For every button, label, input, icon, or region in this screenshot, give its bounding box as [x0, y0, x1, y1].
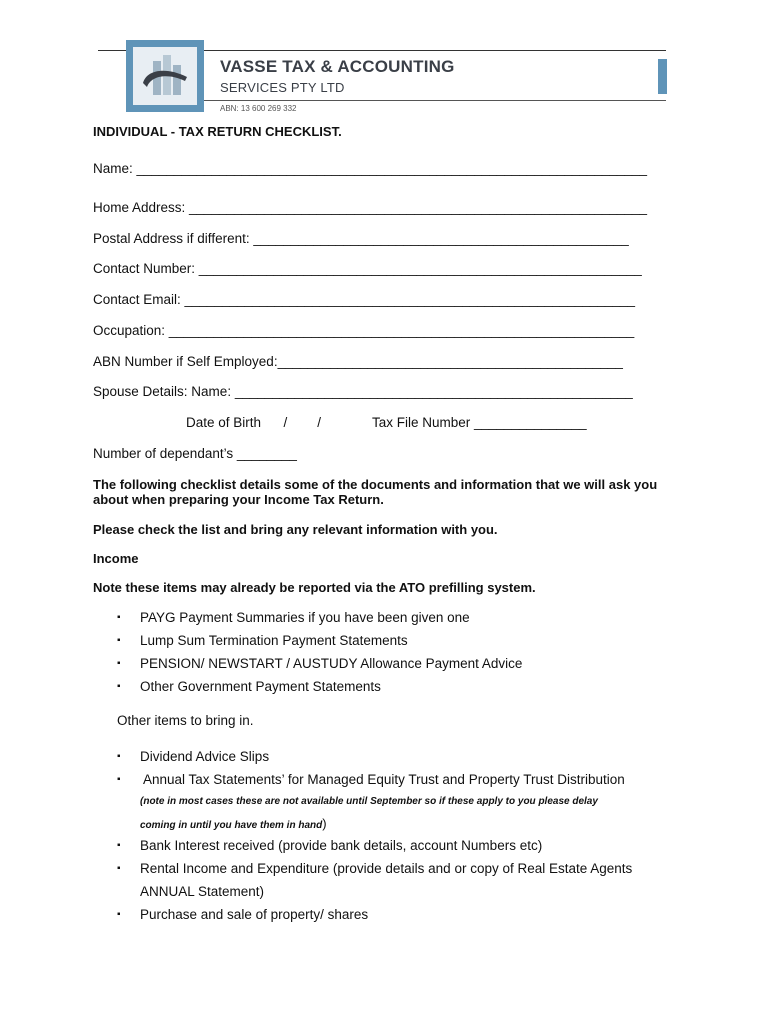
other-item-dividend: Dividend Advice Slips	[140, 749, 270, 764]
bullet-icon: ▪	[117, 658, 121, 669]
dependants-field[interactable]: Number of dependant’s ________	[93, 446, 297, 461]
income-item-payg: PAYG Payment Summaries if you have been given one	[140, 610, 470, 625]
income-heading: Income	[93, 551, 139, 566]
date-of-birth-field[interactable]: Date of Birth / /	[186, 415, 322, 430]
building-chart-icon	[133, 47, 197, 105]
bullet-icon: ▪	[117, 909, 121, 920]
other-item-bank-interest: Bank Interest received (provide bank details, account Numbers etc)	[140, 838, 543, 853]
september-note-text: coming in until you have them in hand	[140, 820, 323, 831]
company-name-line1: VASSE TAX & ACCOUNTING	[220, 57, 455, 76]
other-item-annual-tax: Annual Tax Statements’ for Managed Equity Trust and Property Trust Distribution	[140, 772, 625, 787]
logo-graphic	[133, 47, 197, 105]
bullet-icon: ▪	[117, 840, 121, 851]
other-item-rental-line1: Rental Income and Expenditure (provide details and or copy of Real Estate Agents	[140, 861, 633, 876]
other-items-heading: Other items to bring in.	[117, 713, 254, 728]
company-name-line2: SERVICES PTY LTD	[220, 80, 345, 95]
september-note-line1: (note in most cases these are not available until September so if these apply to you please delay	[140, 796, 598, 807]
income-item-lump-sum: Lump Sum Termination Payment Statements	[140, 633, 408, 648]
postal-address-field[interactable]: Postal Address if different: __________________________________________________	[93, 231, 629, 246]
prefill-note: Note these items may already be reported via the ATO prefilling system.	[93, 580, 536, 595]
home-address-field[interactable]: Home Address: _____________________________________________________________	[93, 200, 648, 215]
abn-number-field[interactable]: ABN Number if Self Employed:______________________________________________	[93, 354, 623, 369]
page-title: INDIVIDUAL - TAX RETURN CHECKLIST.	[93, 124, 342, 139]
other-item-rental-line2: ANNUAL Statement)	[140, 884, 265, 899]
check-list-instruction: Please check the list and bring any relevant information with you.	[93, 522, 498, 537]
bullet-icon: ▪	[117, 863, 121, 874]
bullet-icon: ▪	[117, 774, 121, 785]
income-item-government: Other Government Payment Statements	[140, 679, 381, 694]
bullet-icon: ▪	[117, 612, 121, 623]
name-field[interactable]: Name: ____________________________________________________________________	[93, 161, 648, 176]
bullet-icon: ▪	[117, 681, 121, 692]
occupation-field[interactable]: Occupation: ______________________________________________________________	[93, 323, 635, 338]
tax-file-number-field[interactable]: Tax File Number _______________	[372, 415, 587, 430]
bullet-icon: ▪	[117, 751, 121, 762]
header-accent-bar	[658, 59, 667, 94]
september-note-close: )	[322, 816, 327, 831]
contact-number-field[interactable]: Contact Number: ___________________________________________________________	[93, 261, 642, 276]
income-item-pension: PENSION/ NEWSTART / AUSTUDY Allowance Payment Advice	[140, 656, 523, 671]
other-item-property: Purchase and sale of property/ shares	[140, 907, 369, 922]
intro-paragraph: The following checklist details some of the documents and information that we will ask you about when preparing your Income Tax Return.	[93, 477, 658, 507]
company-abn: ABN: 13 600 269 332	[220, 104, 297, 113]
contact-email-field[interactable]: Contact Email: ____________________________________________________________	[93, 292, 636, 307]
spouse-name-field[interactable]: Spouse Details: Name: _____________________________________________________	[93, 384, 633, 399]
bullet-icon: ▪	[117, 635, 121, 646]
september-note-line2	[140, 816, 327, 831]
header-rule-bottom	[204, 100, 666, 101]
